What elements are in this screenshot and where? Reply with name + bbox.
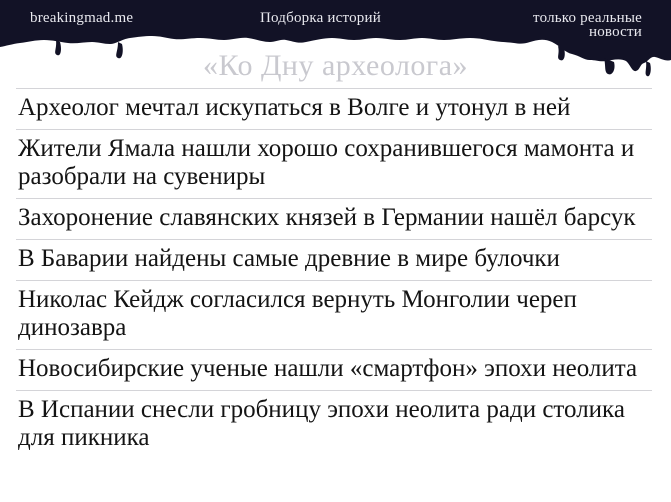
story-link[interactable]: Жители Ямала нашли хорошо сохранившегося мамонта и разобрали на сувениры [18, 135, 635, 190]
collections-link[interactable]: Подборка историй [260, 10, 381, 26]
story-list [16, 88, 652, 459]
story-link[interactable]: Захоронение славянских князей в Германии нашёл барсук [18, 204, 636, 231]
story-link[interactable]: Новосибирские ученые нашли «смартфон» эпохи неолита [18, 355, 638, 382]
story-item[interactable] [16, 198, 652, 239]
story-item[interactable] [16, 390, 652, 459]
story-link[interactable]: Археолог мечтал искупаться в Волге и утонул в ней [18, 94, 571, 121]
story-item[interactable] [16, 239, 652, 280]
site-tagline: только реальные новости [533, 10, 642, 40]
story-item[interactable] [16, 349, 652, 390]
story-link[interactable]: В Испании снесли гробницу эпохи неолита ради столика для пикника [18, 396, 625, 451]
story-link[interactable]: В Баварии найдены самые древние в мире булочки [18, 245, 560, 272]
collection-title: «Ко Дну археолога» [202, 49, 469, 82]
story-item[interactable] [16, 88, 652, 129]
story-link[interactable]: Николас Кейдж согласился вернуть Монголии череп динозавра [18, 286, 577, 341]
story-item[interactable] [16, 280, 652, 349]
story-item[interactable] [16, 129, 652, 198]
site-logo-link[interactable]: breakingmad.me [30, 10, 134, 26]
